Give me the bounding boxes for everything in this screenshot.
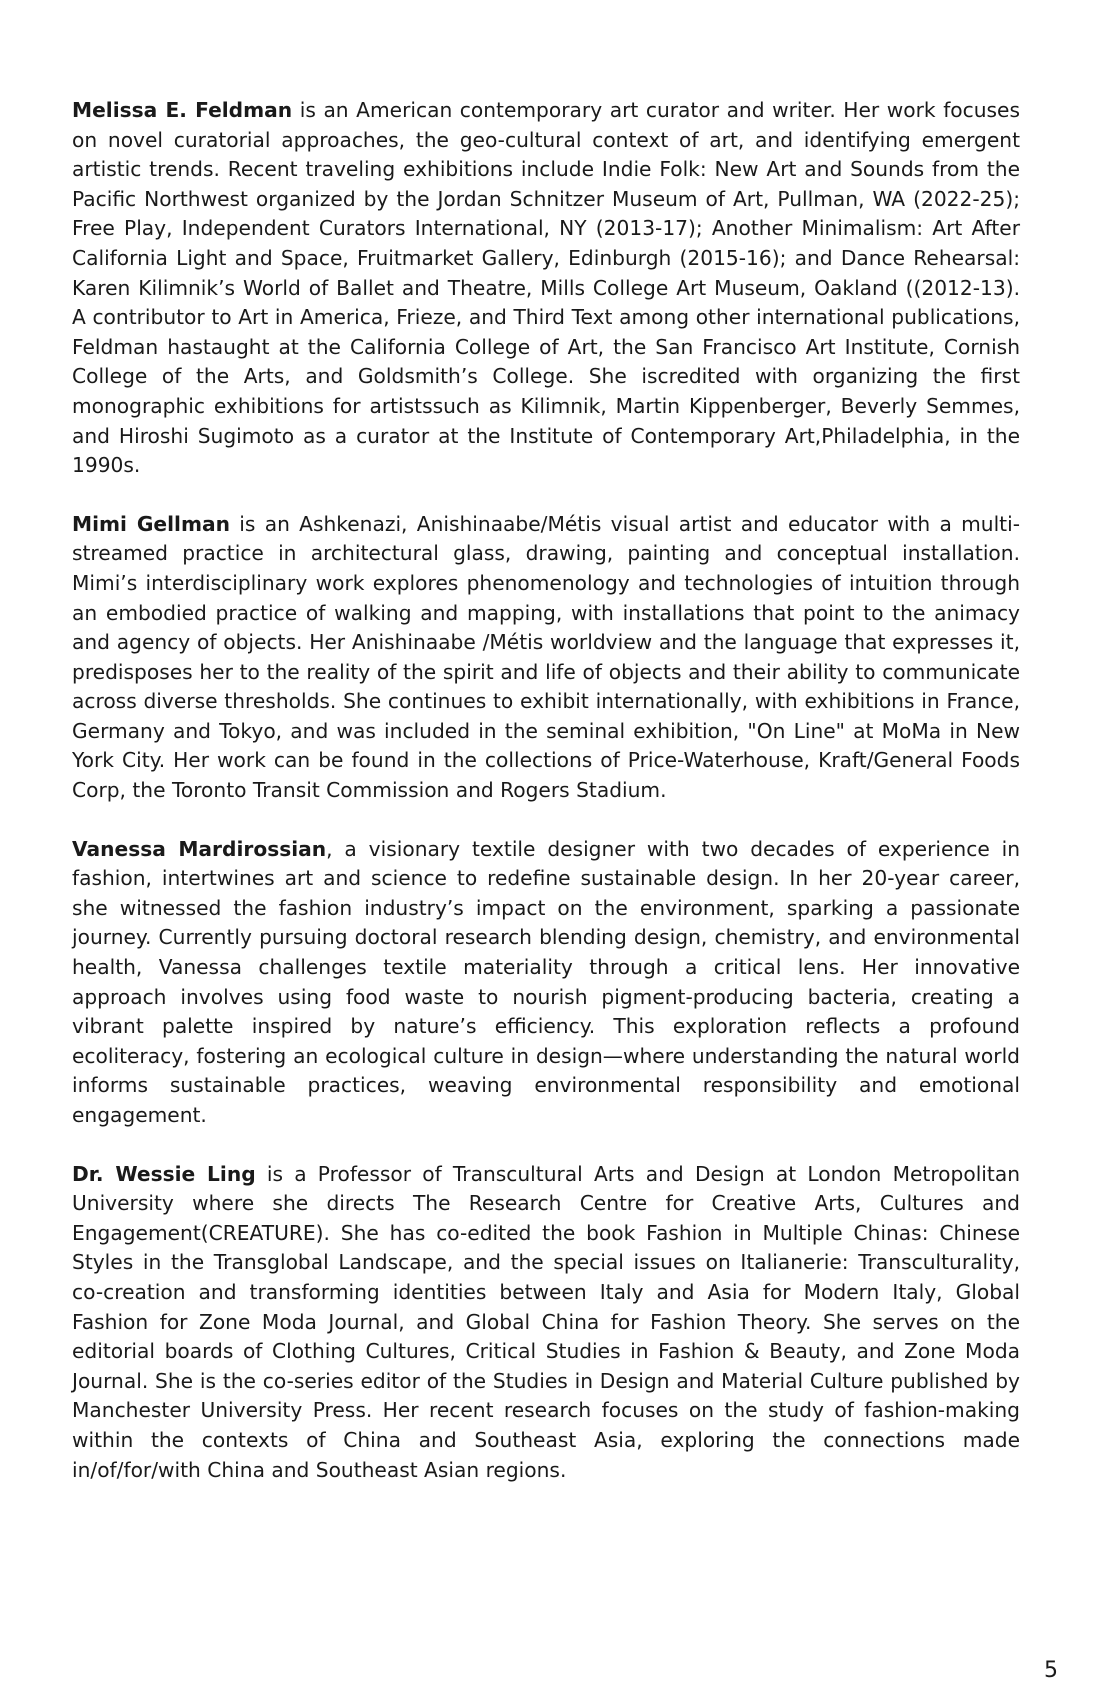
bio-melissa-feldman [72,96,1020,481]
bio-vanessa-mardirossian [72,835,1020,1131]
bio-text: , a visionary textile designer with two decades of experience in fashion, intertwines art and science to redefine sustainable design. In her 20-year career, she witnessed the fashion industry’s impact on the environment, sparking a passionate journey. Currently pursuing doctoral research blending design, chemistry, and environmental health, Vanessa challenges textile materiality through a critical lens. Her innovative approach involves using food waste to nourish pigment-producing bacteria, creating a vibrant palette inspired by nature’s efficiency. This exploration reflects a profound ecoliteracy, fostering an ecological culture in design—where understanding the natural world informs sustainable practices, weaving environmental responsibility and emotional engagement. [72,836,1021,1127]
bio-name: Melissa E. Feldman [72,98,293,122]
bio-mimi-gellman [72,510,1020,806]
bio-text: is a Professor of Transcultural Arts and Design at London Metropolitan University where she directs The Research Centre for Creative Arts, Cultures and Engagement(CREATURE). She has co-edited the book Fashion in Multiple Chinas: Chinese Styles in the Transglobal Landscape, and the special issues on Italianerie: Transculturality, co-creation and transforming identities between Italy and Asia for Modern Italy, Global Fashion for Zone Moda Journal, and Global China for Fashion Theory. She serves on the editorial boards of Clothing Cultures, Critical Studies in Fashion & Beauty, and Zone Moda Journal. She is the co-series editor of the Studies in Design and Material Culture published by Manchester University Press. Her recent research focuses on the study of fashion-making within the contexts of China and Southeast Asia, exploring the connections made in/of/for/with China and Southeast Asian regions. [72,1161,1020,1482]
bio-name: Vanessa Mardirossian [72,836,327,861]
page-number: 5 [1044,1658,1058,1683]
bio-name: Dr. Wessie Ling [72,1161,256,1186]
bio-text: is an American contemporary art curator and writer. Her work focuses on novel curatorial approaches, the geo-cultural context of art, and identifying emergent artistic trends. Recent traveling exhibitions include Indie Folk: New Art and Sounds from the Pacific Northwest organized by the Jordan Schnitzer Museum of Art, Pullman, WA (2022-25); Free Play, Independent Curators International, NY (2013-17); Another Minimalism: Art After California Light and Space, Fruitmarket Gallery, Edinburgh (2015-16); and Dance Rehearsal: Karen Kilimnik’s World of Ballet and Theatre, Mills College Art Museum, Oakland ((2012-13). A contributor to Art in America, Frieze, and Third Text among other international publications, Feldman hastaught at the California College of Art, the San Francisco Art Institute, Cornish College of the Arts, and Goldsmith’s College. She iscredited with organizing the first monographic exhibitions for artistssuch as Kilimnik, Martin Kippenberger, Beverly Semmes, and Hiroshi Sugimoto as a curator at the Institute of Contemporary Art,Philadelphia, in the 1990s. [72,98,1020,478]
page-content [72,96,1020,1514]
bio-name: Mimi Gellman [72,511,230,536]
bio-wessie-ling [72,1160,1020,1486]
bio-text: is an Ashkenazi, Anishinaabe/Métis visual artist and educator with a multi-streamed practice in architectural glass, drawing, painting and conceptual installation. Mimi’s interdisciplinary work explores phenomenology and technologies of intuition through an embodied practice of walking and mapping, with installations that point to the animacy and agency of objects. Her Anishinaabe /Métis worldview and the language that expresses it, predisposes her to the reality of the spirit and life of objects and their ability to communicate across diverse thresholds. She continues to exhibit internationally, with exhibitions in France, Germany and Tokyo, and was included in the seminal exhibition, "On Line" at MoMa in New York City. Her work can be found in the collections of Price-Waterhouse, Kraft/General Foods Corp, the Toronto Transit Commission and Rogers Stadium. [72,511,1020,803]
